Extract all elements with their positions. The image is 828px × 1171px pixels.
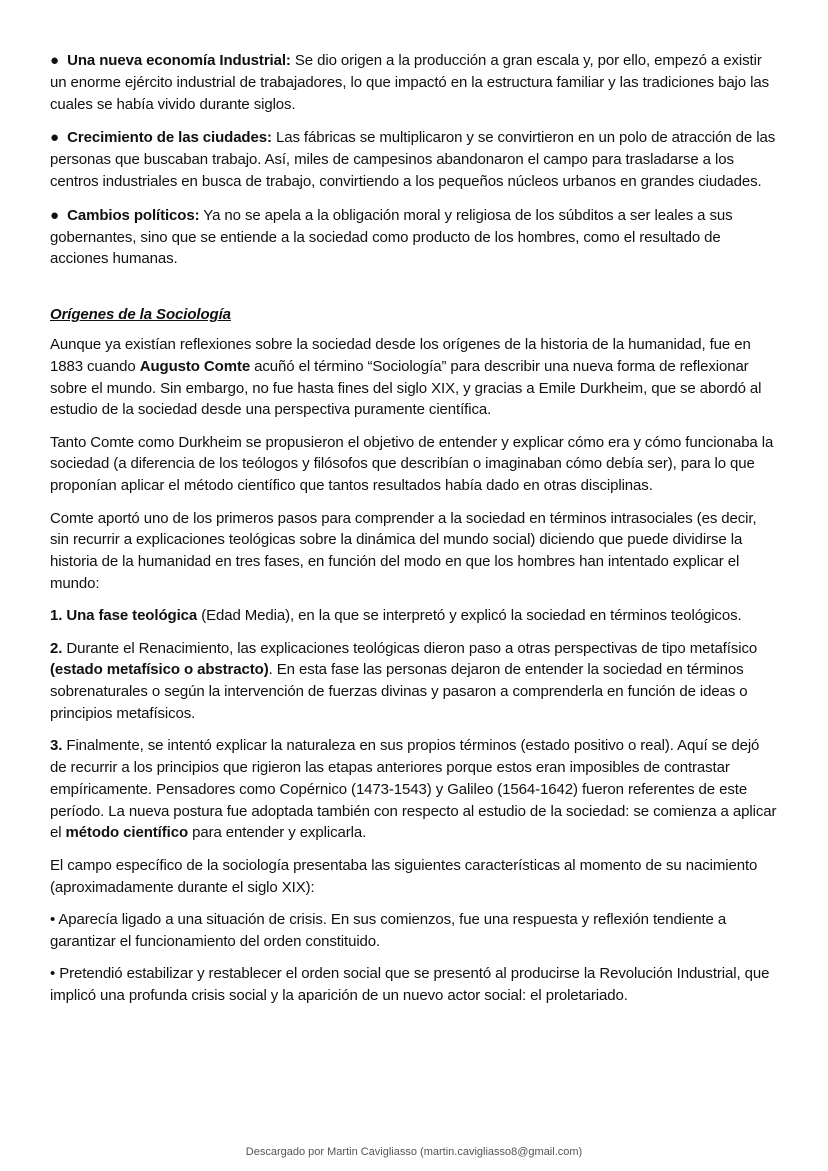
section-gap <box>50 282 778 304</box>
text: para entender y explicarla. <box>188 824 367 842</box>
bullet-politics <box>50 205 778 270</box>
bullet-economy <box>50 50 778 115</box>
bold-text: (estado metafísico o abstracto) <box>50 661 269 679</box>
bullet-title: Crecimiento de las ciudades: <box>67 129 272 147</box>
text: Aunque ya existían reflexiones sobre la sociedad desde los orígenes de la historia de la humanidad, fue en 1883 cuando <box>50 335 751 375</box>
bullet-text: Se dio origen a la producción a gran escala y, por ello, empezó a existir un enorme ejército industrial de trabajadores, lo que impactó en la estructura familiar y las tradiciones bajo las cuales se había vivido durante siglos. <box>50 52 769 113</box>
bold-text: 1. Una fase teológica <box>50 607 198 625</box>
bold-text: Augusto Comte <box>139 357 251 375</box>
paragraph-characteristics: El campo específico de la sociología presentaba las siguientes características al momento de su nacimiento (aproximadamente durante el siglo XIX): <box>50 856 758 896</box>
phase-2 <box>50 638 778 725</box>
bullet-text: Las fábricas se multiplicaron y se convirtieron en un polo de atracción de las personas que buscaban trabajo. Así, miles de campesinos abandonaron el campo para trasladarse a los centros industriales en busca de trabajo, convirtiendo a los pequeños núcleos urbanos en grandes ciudades. <box>50 129 776 190</box>
bold-text: 2. <box>50 639 63 657</box>
text: Finalmente, se intentó explicar la naturaleza en sus propios términos (estado positivo o real). Aquí se dejó de recurrir a los principios que rigieron las etapas anteriores porque estos eran imposibles de contrastar empíricamente. Pensadores como Copérnico (1473-1543) y Galileo (1564-1642) fueron referentes de este período. La nueva postura fue adoptada también con respecto al estudio de la sociedad: se comienza a aplicar el <box>50 737 777 842</box>
phase-1 <box>50 605 778 627</box>
bullet-title: Cambios políticos: <box>67 206 200 224</box>
bullet-glyph: ● <box>50 129 59 147</box>
download-footer: Descargado por Martin Cavigliasso (martin.cavigliasso8@gmail.com) <box>245 1146 583 1158</box>
text: . En esta fase las personas dejaron de entender la sociedad en términos sobrenaturales o según la intervención de fuerzas divinas y pasaron a comprenderla en función de ideas o principios metafísicos. <box>50 661 748 722</box>
bold-text: 3. <box>50 737 63 755</box>
bullet-glyph: ● <box>50 52 59 69</box>
text: acuñó el término “Sociología” para describir una nueva forma de reflexionar sobre el mundo. Sin embargo, no fue hasta fines del siglo XIX, y gracias a Emile Durkheim, que se abordó al estudio de la sociedad desde una perspectiva puramente científica. <box>50 357 762 419</box>
phase-3 <box>50 735 778 844</box>
text: (Edad Media), en la que se interpretó y explicó la sociedad en términos teológicos. <box>197 607 742 625</box>
bullet-title: Una nueva economía Industrial: <box>67 52 291 69</box>
paragraph-comte-durkheim: Tanto Comte como Durkheim se propusieron el objetivo de entender y explicar cómo era y cómo funcionaba la sociedad (a diferencia de los teólogos y filósofos que describían o imaginaban cómo debía ser), para lo que proponían aplicar el método científico que tantos resultados había dado en otras disciplinas. <box>50 433 774 495</box>
bullet-crisis: • Aparecía ligado a una situación de crisis. En sus comienzos, fue una respuesta y reflexión tendiente a garantizar el funcionamiento del orden constituido. <box>50 910 727 950</box>
bullet-order: • Pretendió estabilizar y restablecer el orden social que se presentó al producirse la Revolución Industrial, que implicó una profunda crisis social y la aparición de un nuevo actor social: el proletariado. <box>50 964 770 1004</box>
bold-text: método científico <box>65 824 189 842</box>
bullet-text: Ya no se apela a la obligación moral y religiosa de los súbditos a ser leales a sus gobernantes, sino que se entiende a la sociedad como producto de los hombres, como el resultado de acciones humanas. <box>50 206 733 268</box>
text: Durante el Renacimiento, las explicaciones teológicas dieron paso a otras perspectivas de tipo metafísico <box>62 639 758 657</box>
paragraph-three-phases: Comte aportó uno de los primeros pasos para comprender a la sociedad en términos intrasociales (es decir, sin recurrir a explicaciones teológicas sobre la dinámica del mundo social) diciendo que puede dividirse la historia de la humanidad en tres fases, en función del modo en que los hombres han intentado explicar el mundo: <box>50 509 757 592</box>
document-body <box>50 50 778 1017</box>
bullet-cities <box>50 127 778 192</box>
bullet-glyph: ● <box>50 206 59 224</box>
paragraph-origins <box>50 334 778 421</box>
section-title: Orígenes de la Sociología <box>50 306 231 324</box>
